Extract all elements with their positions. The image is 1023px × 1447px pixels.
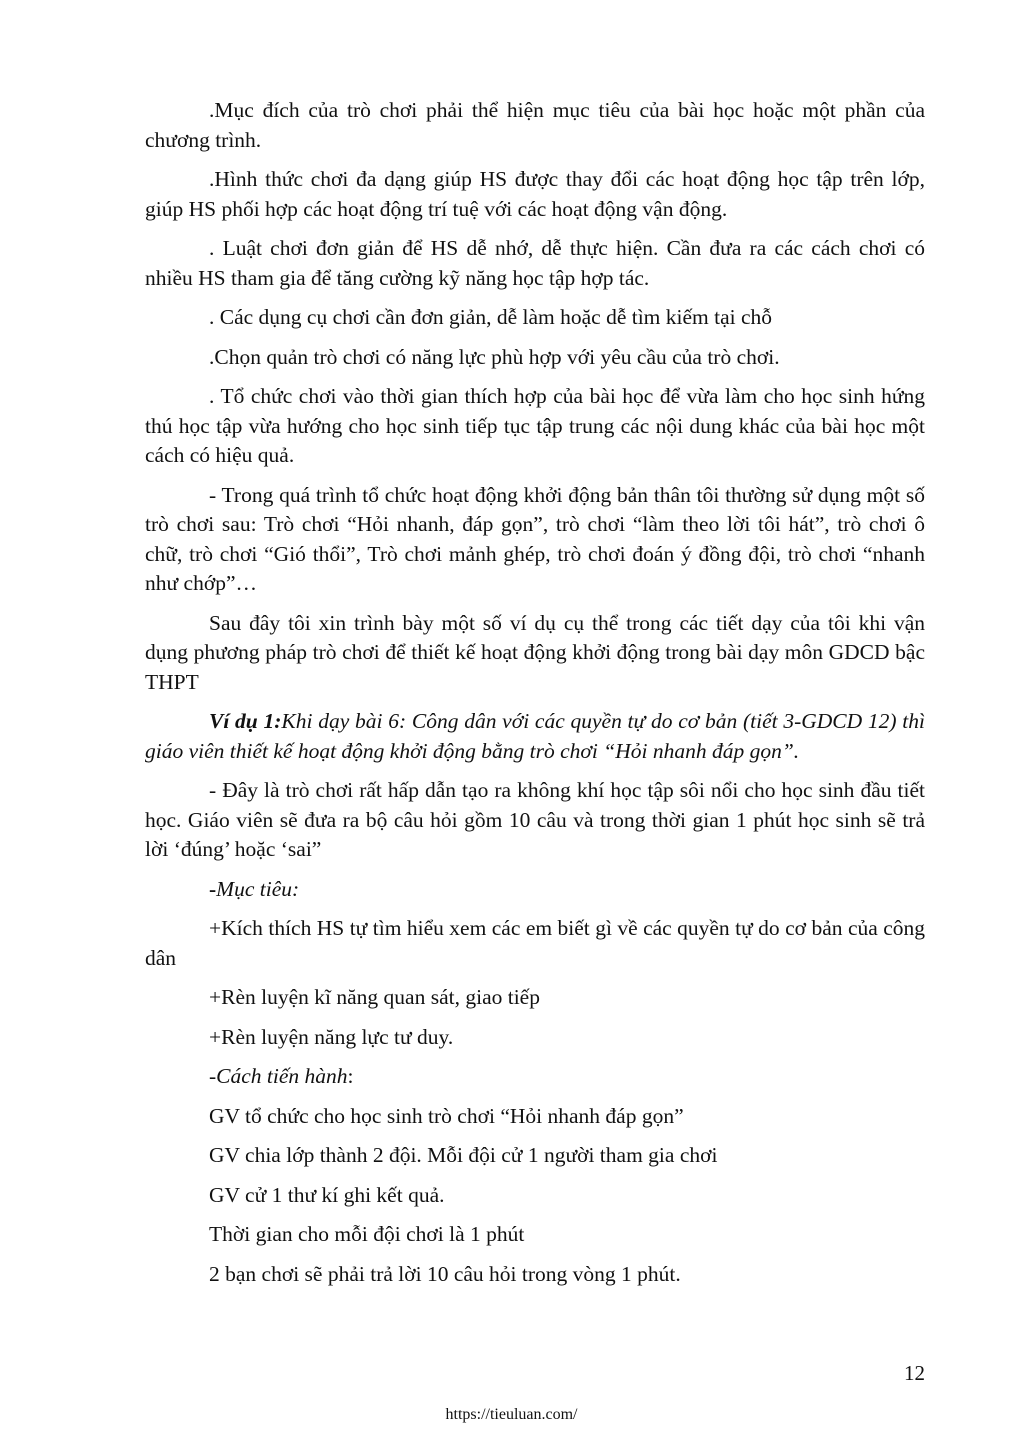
example-text: Khi dạy bài 6: Công dân với các quyền tự do cơ bản (tiết 3-GDCD 12) thì giáo viên thiết kế hoạt động khởi động bằng trò chơi “Hỏi nhanh đáp gọn”. [145, 709, 925, 763]
paragraph-step-5: 2 bạn chơi sẽ phải trả lời 10 câu hỏi trong vòng 1 phút. [209, 1261, 681, 1286]
page-number: 12 [904, 1361, 925, 1385]
paragraph-purpose: .Mục đích của trò chơi phải thể hiện mục tiêu của bài học hoặc một phần của chương trình. [145, 98, 925, 152]
paragraph-timing: . Tổ chức chơi vào thời gian thích hợp của bài học để vừa làm cho học sinh hứng thú học tập vừa hướng cho học sinh tiếp tục tập trung các nội dung khác của bài học một cách có hiệu quả. [145, 384, 925, 467]
paragraph-step-3: GV cử 1 thư kí ghi kết quả. [209, 1182, 445, 1207]
paragraph-objective-2: +Rèn luyện kĩ năng quan sát, giao tiếp [209, 985, 540, 1009]
paragraph-form: .Hình thức chơi đa dạng giúp HS được thay đổi các hoạt động học tập trên lớp, giúp HS phối hợp các hoạt động trí tuệ với các hoạt động vận động. [145, 167, 925, 221]
paragraph-step-4: Thời gian cho mỗi đội chơi là 1 phút [209, 1222, 525, 1246]
paragraph-procedure-heading [145, 1062, 925, 1092]
paragraph-intro-examples: Sau đây tôi xin trình bày một số ví dụ cụ thể trong các tiết dạy của tôi khi vận dụng phương pháp trò chơi để thiết kế hoạt động khởi động trong bài dạy môn GDCD bậc THPT [145, 610, 925, 694]
example-label: Ví dụ 1: [209, 709, 282, 733]
objective-heading: Mục tiêu: [216, 876, 300, 901]
page-body [145, 96, 925, 1299]
paragraph-step-1: GV tổ chức cho học sinh trò chơi “Hỏi nhanh đáp gọn” [209, 1103, 684, 1128]
paragraph-game-description: - Đây là trò chơi rất hấp dẫn tạo ra không khí học tập sôi nổi cho học sinh đầu tiết học. Giáo viên sẽ đưa ra bộ câu hỏi gồm 10 câu và trong thời gian 1 phút học sinh sẽ trả lời ‘đúng’ hoặc ‘sai” [145, 778, 925, 861]
footer-url[interactable]: https://tieuluan.com/ [445, 1406, 578, 1423]
paragraph-rules: . Luật chơi đơn giản để HS dễ nhớ, dễ thực hiện. Cần đưa ra các cách chơi có nhiều HS tham gia để tăng cường kỹ năng học tập hợp tác. [145, 236, 925, 290]
procedure-colon: : [347, 1064, 354, 1088]
paragraph-example-1 [145, 707, 925, 766]
paragraph-host: .Chọn quản trò chơi có năng lực phù hợp với yêu cầu của trò chơi. [209, 344, 780, 369]
objective-dash: - [209, 876, 217, 901]
paragraph-objective-heading [145, 875, 925, 905]
paragraph-objective-3: +Rèn luyện năng lực tư duy. [209, 1024, 454, 1049]
paragraph-games-list: - Trong quá trình tổ chức hoạt động khởi động bản thân tôi thường sử dụng một số trò chơi sau: Trò chơi “Hỏi nhanh, đáp gọn”, trò chơi “làm theo lời tôi hát”, trò chơi ô chữ, trò chơi “Gió thổi”, Trò chơi mảnh ghép, trò chơi đoán ý đồng đội, trò chơi “nhanh như chớp”… [145, 482, 925, 595]
paragraph-step-2: GV chia lớp thành 2 đội. Mỗi đội cử 1 người tham gia chơi [209, 1143, 718, 1167]
paragraph-objective-1: +Kích thích HS tự tìm hiểu xem các em biết gì về các quyền tự do cơ bản của công dân [145, 916, 925, 970]
procedure-heading: -Cách tiến hành [209, 1064, 348, 1088]
paragraph-tools: . Các dụng cụ chơi cần đơn giản, dễ làm hoặc dễ tìm kiếm tại chỗ [209, 305, 773, 329]
